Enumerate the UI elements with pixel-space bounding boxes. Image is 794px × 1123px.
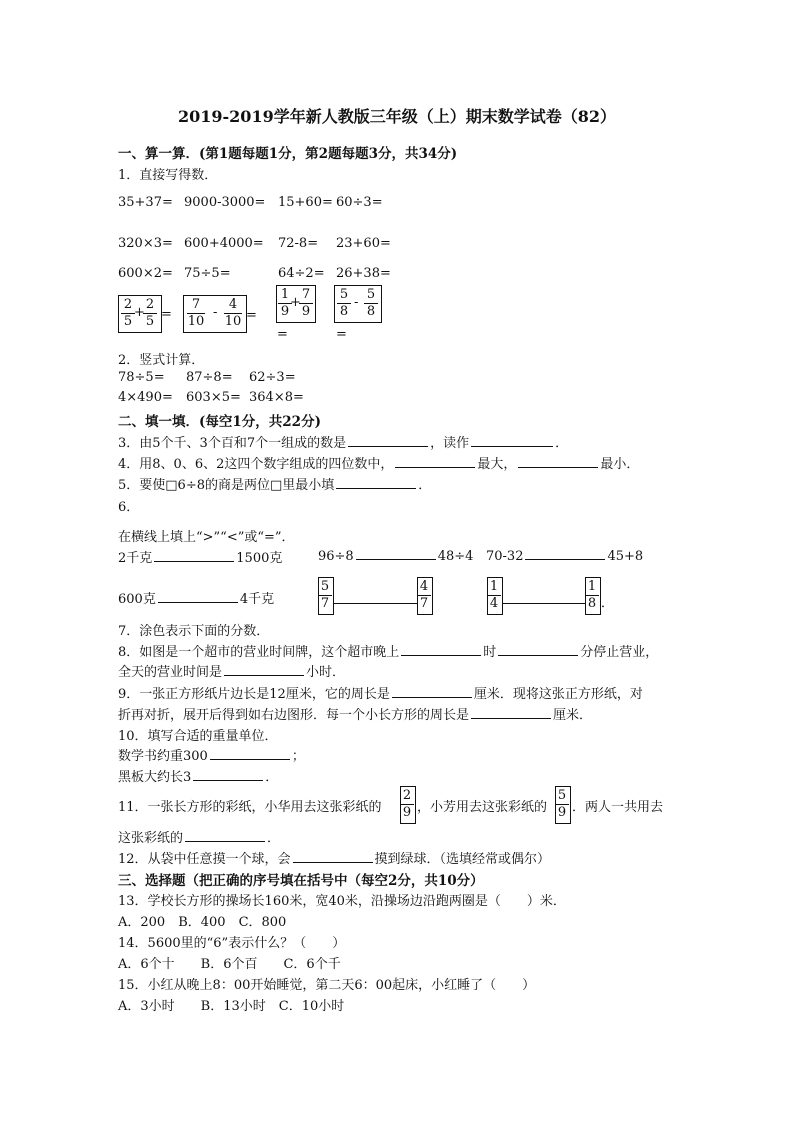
- q6-row1-c: 70-32 45+8: [486, 549, 644, 564]
- q3: 3．由5个千、3个百和7个一组成的数是 ，读作 ．: [118, 436, 569, 451]
- q1-label: 1．直接写得数．: [118, 168, 218, 183]
- q6-instructions: 在横线上填上“>”“<”或“=”．: [118, 530, 295, 545]
- q2-label: 2．竖式计算．: [118, 353, 205, 368]
- op-b: -: [213, 305, 218, 320]
- q2-r1-1: 78÷5=: [118, 370, 165, 385]
- q1-r2-4: 23+60=: [336, 236, 391, 251]
- q7: 7．涂色表示下面的分数．: [118, 624, 270, 639]
- op-d: -: [354, 295, 359, 310]
- q14-question: 14．5600里的“6”表示什么？（ ）: [118, 936, 346, 951]
- section-2-heading: 二、填一填．(每空1分，共22分): [118, 414, 321, 430]
- eq-d: =: [336, 327, 347, 342]
- eq-c: =: [277, 327, 288, 342]
- q1-r1-2: 9000-3000=: [184, 195, 266, 210]
- q1-r2-1: 320×3=: [118, 236, 173, 251]
- q6-label: 6．: [118, 500, 140, 515]
- q2-r2-1: 4×490=: [118, 390, 173, 405]
- fraction-b1: $\frac{7}{10}$: [187, 297, 205, 329]
- q10-b: 黑板大约长3 ．: [118, 770, 279, 785]
- q1-r3-3: 64÷2=: [278, 266, 325, 281]
- q6-row1-a: 2千克 1500克: [118, 551, 283, 566]
- fraction-q6-c: $\frac{1}{4}$: [487, 580, 501, 611]
- q8-line2: 全天的营业时间是 小时．: [118, 665, 346, 680]
- fraction-a2: $\frac{2}{5}$: [143, 298, 157, 329]
- q9-line1: 9．一张正方形纸片边长是12厘米，它的周长是 厘米．现将这张正方形纸，对: [118, 687, 643, 702]
- q13-question: 13．学校长方形的操场长160米，宽40米，沿操场边沿跑两圈是（ ）米．: [118, 894, 566, 909]
- fraction-a1: $\frac{2}{5}$: [121, 298, 135, 329]
- fraction-q6-d: $\frac{1}{8}$: [585, 580, 599, 611]
- q6-row1-b: 96÷8 48÷4: [318, 549, 474, 564]
- eq-a: =: [161, 307, 172, 322]
- q2-r1-3: 62÷3=: [249, 370, 296, 385]
- page-title: 2019-2019学年新人教版三年级（上）期末数学试卷（82）: [178, 107, 616, 126]
- fraction-q6-a: $\frac{5}{7}$: [318, 580, 332, 611]
- fraction-c2: $\frac{7}{9}$: [299, 288, 313, 319]
- op-c: +: [290, 295, 301, 310]
- q6-blank-a: [333, 603, 417, 604]
- q4: 4．用8、0、6、2这四个数字组成的四位数中， 最大， 最小．: [118, 457, 640, 472]
- q2-r1-2: 87÷8=: [186, 370, 233, 385]
- q1-r3-2: 75÷5=: [184, 266, 231, 281]
- q14-options: A．6个十 B．6个百 C．6个千: [118, 957, 341, 972]
- q11-line2: 这张彩纸的 ．: [118, 831, 281, 846]
- q8-line1: 8．如图是一个超市的营业时间牌，这个超市晚上 时 分停止营业，: [118, 645, 659, 660]
- q1-r3-4: 26+38=: [336, 266, 391, 281]
- q2-r2-2: 603×5=: [186, 390, 241, 405]
- q10-a: 数学书约重300 ；: [118, 749, 305, 764]
- q9-line2: 折再对折，展开后得到如右边图形．每一个小长方形的周长是 厘米．: [118, 708, 593, 723]
- q12: 12．从袋中任意摸一个球，会 摸到绿球．（选填经常或偶尔）: [118, 852, 551, 867]
- q5: 5．要使□6÷8的商是两位□里最小填 ．: [118, 478, 432, 493]
- section-1-heading: 一、算一算．(第1题每题1分，第2题每题3分，共34分): [118, 146, 458, 162]
- q6-blank-b: [502, 603, 585, 604]
- q1-r2-3: 72-8=: [278, 236, 319, 251]
- eq-b: =: [246, 308, 257, 323]
- q1-r2-2: 600+4000=: [184, 236, 264, 251]
- fraction-q11-a: $\frac{2}{9}$: [400, 789, 414, 820]
- fraction-d1: $\frac{5}{8}$: [337, 288, 351, 319]
- q10-label: 10．填写合适的重量单位．: [118, 729, 278, 744]
- q13-options: A．200 B．400 C．800: [118, 915, 287, 930]
- fraction-d2: $\frac{5}{8}$: [364, 288, 378, 319]
- q1-r1-4: 60÷3=: [336, 195, 383, 210]
- fraction-b2: $\frac{4}{10}$: [224, 297, 242, 329]
- q2-r2-3: 364×8=: [249, 390, 304, 405]
- section-3-heading: 三、选择题（把正确的序号填在括号中（每空2分，共10分）: [118, 873, 484, 889]
- q6-row2-a: 600克 4千克: [118, 592, 275, 607]
- fraction-q11-b: $\frac{5}{9}$: [555, 789, 569, 820]
- q11-part1: 11．一张长方形的彩纸，小华用去这张彩纸的: [118, 800, 382, 815]
- fraction-q6-b: $\frac{4}{7}$: [417, 580, 431, 611]
- q1-r1-1: 35+37=: [118, 195, 173, 210]
- q1-r1-3: 15+60=: [278, 195, 333, 210]
- q15-question: 15．小红从晚上8：00开始睡觉，第二天6：00起床，小红睡了（ ）: [118, 978, 536, 993]
- q11-part2: ，小芳用去这张彩纸的: [417, 800, 548, 815]
- q6-end: ．: [601, 596, 615, 611]
- q11-part3: ．两人一共用去: [572, 800, 664, 815]
- q15-options: A．3小时 B．13小时 C．10小时: [118, 999, 345, 1014]
- fraction-c1: $\frac{1}{9}$: [278, 288, 292, 319]
- op-a: +: [134, 305, 145, 320]
- q1-r3-1: 600×2=: [118, 266, 173, 281]
